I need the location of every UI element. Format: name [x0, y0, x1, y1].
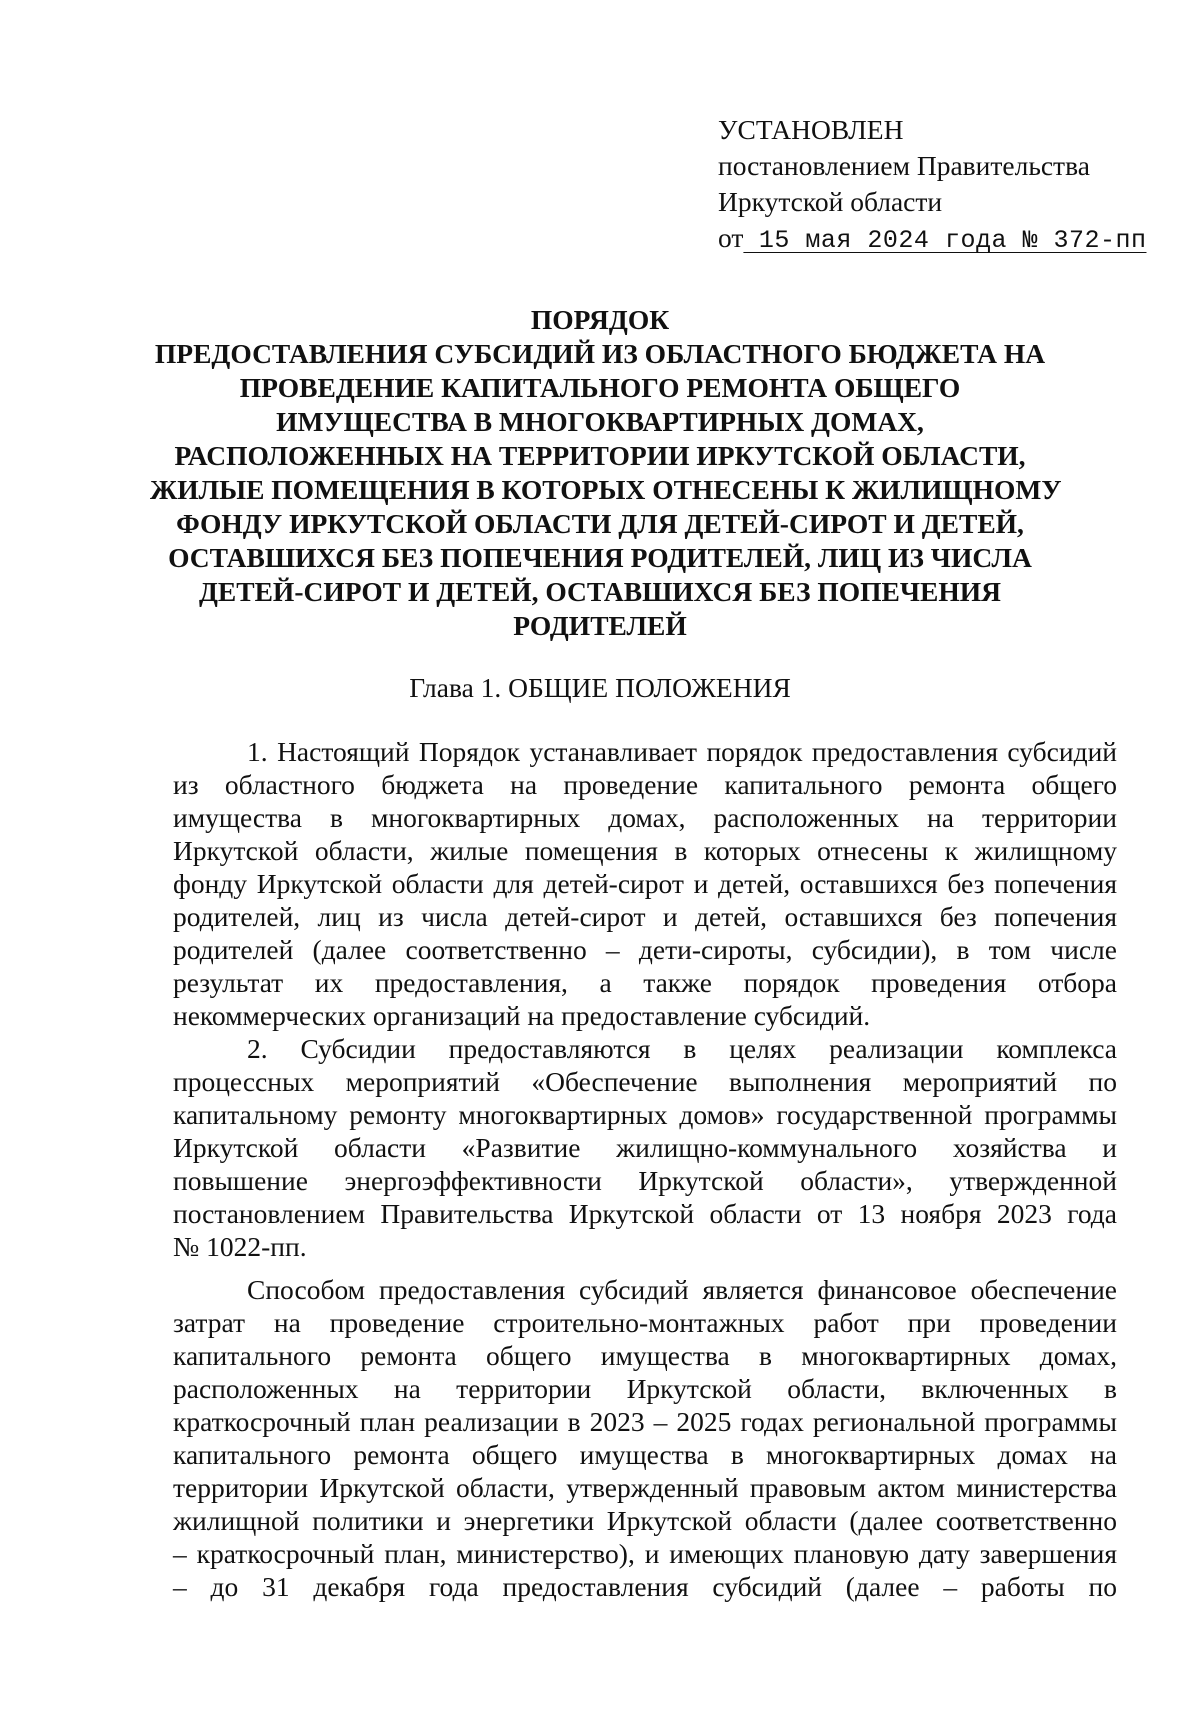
- paragraph-line: территории Иркутской области, утвержденный правовым актом министерства: [173, 1472, 1117, 1503]
- paragraph-line: 2. Субсидии предоставляются в целях реализации комплекса: [247, 1033, 1117, 1064]
- paragraph-1: [173, 735, 1117, 1032]
- paragraph-2: [173, 1032, 1117, 1263]
- approval-stamp: [718, 112, 1158, 259]
- approval-line-3: Иркутской области: [718, 186, 943, 217]
- paragraph-gap: [173, 1263, 1117, 1273]
- title-line: ЖИЛЫЕ ПОМЕЩЕНИЯ В КОТОРЫХ ОТНЕСЕНЫ К ЖИЛИЩНОМУ: [150, 474, 1062, 505]
- paragraph-3: [173, 1273, 1117, 1603]
- title-line: ФОНДУ ИРКУТСКОЙ ОБЛАСТИ ДЛЯ ДЕТЕЙ-СИРОТ И ДЕТЕЙ,: [176, 508, 1024, 539]
- title-line: ОСТАВШИХСЯ БЕЗ ПОПЕЧЕНИЯ РОДИТЕЛЕЙ, ЛИЦ ИЗ ЧИСЛА: [168, 542, 1032, 573]
- approval-date-prefix: от: [718, 222, 744, 253]
- title-line: ПРЕДОСТАВЛЕНИЯ СУБСИДИЙ ИЗ ОБЛАСТНОГО БЮДЖЕТА НА: [154, 338, 1046, 369]
- paragraph-line: процессных мероприятий «Обеспечение выполнения мероприятий по: [173, 1066, 1117, 1097]
- approval-date-line: [718, 220, 1158, 259]
- approval-line-1: УСТАНОВЛЕН: [718, 114, 904, 145]
- paragraph-line: – до 31 декабря года предоставления субсидий (далее – работы по: [173, 1571, 1117, 1602]
- paragraph-line: жилищной политики и энергетики Иркутской области (далее соответственно: [173, 1505, 1117, 1536]
- document-title: [150, 303, 1062, 643]
- paragraph-line: фонду Иркутской области для детей-сирот и детей, оставшихся без попечения: [173, 868, 1117, 899]
- document-body: [173, 735, 1117, 1603]
- paragraph-line: капитального ремонта общего имущества в многоквартирных домах,: [173, 1340, 1117, 1371]
- approval-date-value: 15 мая 2024 года № 372-пп: [743, 226, 1147, 255]
- paragraph-line: капитального ремонта общего имущества в многоквартирных домах на: [173, 1439, 1117, 1470]
- title-line: ИМУЩЕСТВА В МНОГОКВАРТИРНЫХ ДОМАХ,: [276, 406, 924, 437]
- title-line: ПОРЯДОК: [530, 304, 670, 335]
- paragraph-line: капитальному ремонту многоквартирных домов» государственной программы: [173, 1099, 1117, 1130]
- paragraph-line: Иркутской области, жилые помещения в которых отнесены к жилищному: [173, 835, 1117, 866]
- paragraph-line: № 1022-пп.: [173, 1231, 307, 1262]
- paragraph-line: из областного бюджета на проведение капитального ремонта общего: [173, 769, 1117, 800]
- approval-line-2: постановлением Правительства: [718, 150, 1090, 181]
- paragraph-line: Способом предоставления субсидий является финансовое обеспечение: [247, 1274, 1117, 1305]
- title-line: РАСПОЛОЖЕННЫХ НА ТЕРРИТОРИИ ИРКУТСКОЙ ОБЛАСТИ,: [174, 440, 1026, 471]
- paragraph-line: родителей, лиц из числа детей-сирот и детей, оставшихся без попечения: [173, 901, 1117, 932]
- paragraph-line: результат их предоставления, а также порядок проведения отбора: [173, 967, 1117, 998]
- paragraph-line: расположенных на территории Иркутской области, включенных в: [173, 1373, 1117, 1404]
- paragraph-line: – краткосрочный план, министерство), и имеющих плановую дату завершения: [173, 1538, 1117, 1569]
- paragraph-line: затрат на проведение строительно-монтажных работ при проведении: [173, 1307, 1117, 1338]
- paragraph-line: краткосрочный план реализации в 2023 – 2025 годах региональной программы: [173, 1406, 1117, 1437]
- paragraph-line: родителей (далее соответственно – дети-сироты, субсидии), в том числе: [173, 934, 1117, 965]
- title-line: ПРОВЕДЕНИЕ КАПИТАЛЬНОГО РЕМОНТА ОБЩЕГО: [239, 372, 961, 403]
- paragraph-line: постановлением Правительства Иркутской области от 13 ноября 2023 года: [173, 1198, 1117, 1229]
- paragraph-line: повышение энергоэффективности Иркутской области», утвержденной: [173, 1165, 1117, 1196]
- chapter-heading: Глава 1. ОБЩИЕ ПОЛОЖЕНИЯ: [409, 672, 791, 703]
- title-line: ДЕТЕЙ-СИРОТ И ДЕТЕЙ, ОСТАВШИХСЯ БЕЗ ПОПЕЧЕНИЯ: [198, 576, 1002, 607]
- paragraph-line: Иркутской области «Развитие жилищно-коммунального хозяйства и: [173, 1132, 1117, 1163]
- paragraph-line: имущества в многоквартирных домах, расположенных на территории: [173, 802, 1117, 833]
- paragraph-line: 1. Настоящий Порядок устанавливает порядок предоставления субсидий: [247, 736, 1117, 767]
- title-line: РОДИТЕЛЕЙ: [513, 610, 687, 641]
- paragraph-line: некоммерческих организаций на предоставление субсидий.: [173, 1000, 871, 1031]
